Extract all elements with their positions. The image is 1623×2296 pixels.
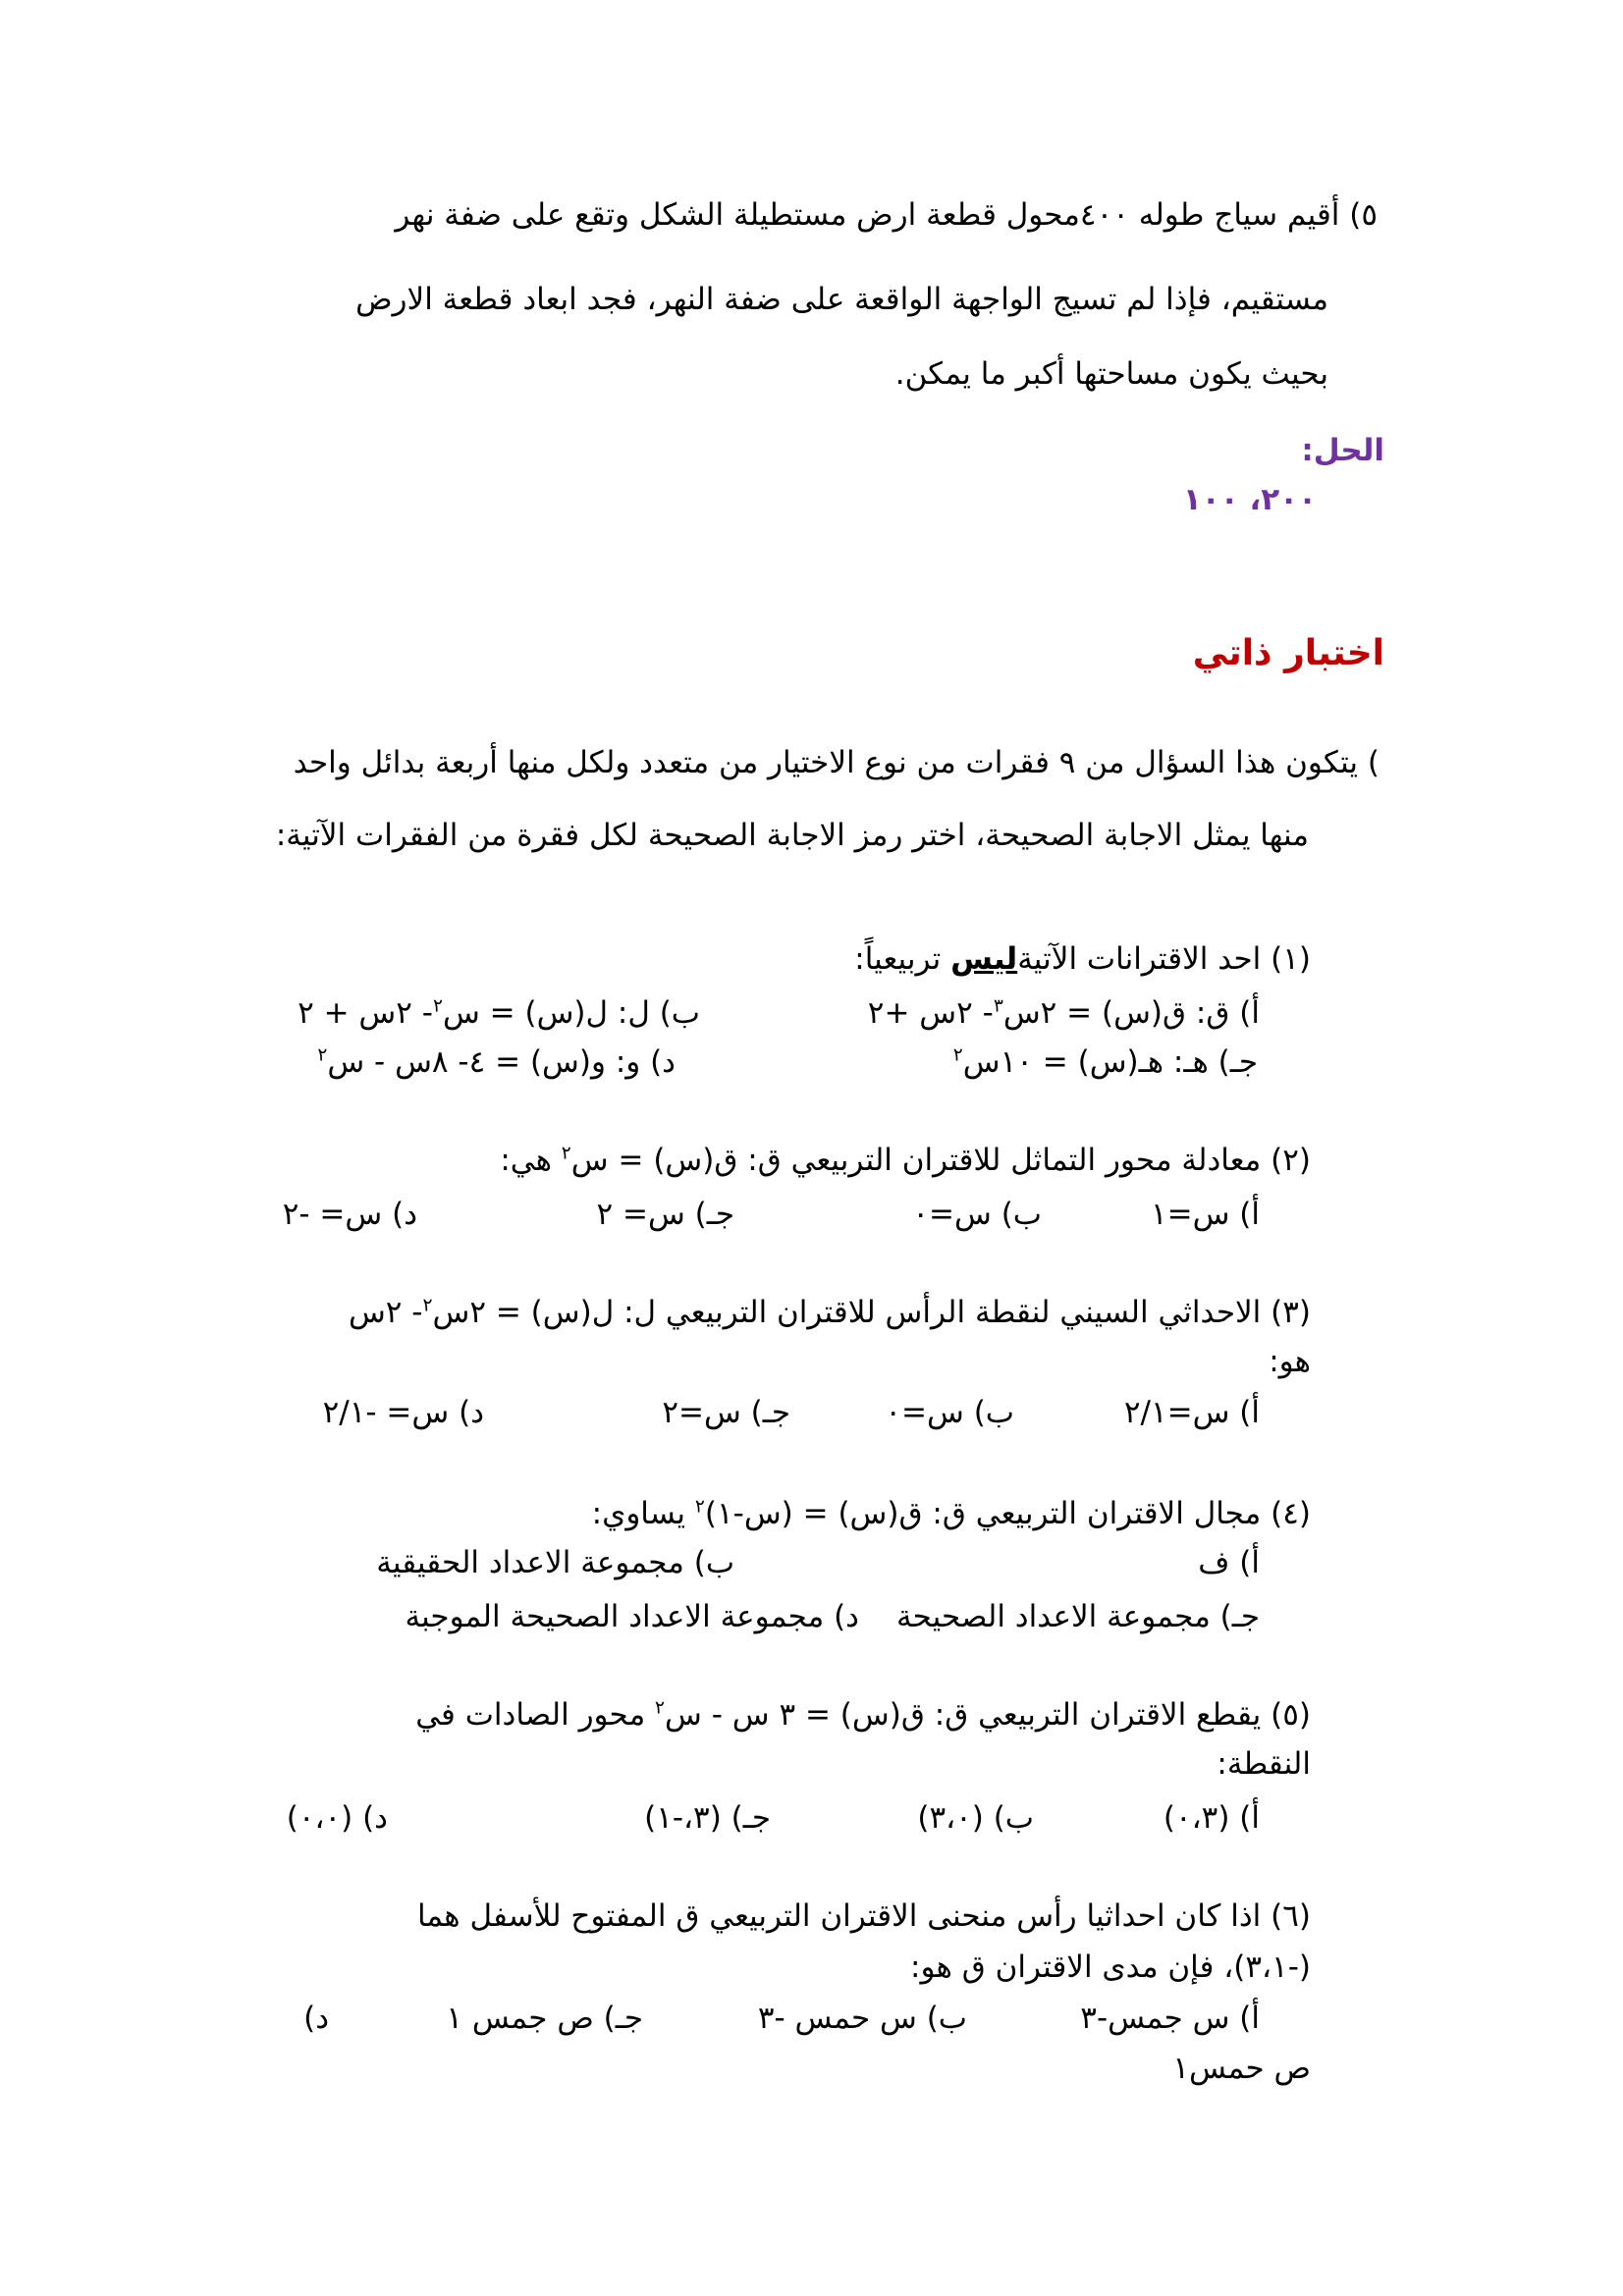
q3-stem: [349, 1294, 1311, 1332]
q1-stem: [854, 940, 1311, 979]
q1-option-d-exponent: ٢: [317, 1044, 328, 1066]
q1-stem-end: تربيعياً:: [854, 941, 951, 977]
q4-stem-exponent: ٢: [694, 1496, 705, 1518]
q1-option-a-exponent: ٣: [993, 995, 1003, 1017]
q6-stem-line-2: (-٣،١)، فإن مدى الاقتران ق هو:: [910, 1949, 1311, 1985]
q4-stem: [592, 1495, 1311, 1533]
q1-option-b-exponent: ٢: [432, 995, 443, 1017]
problem-5-line-2: مستقيم، فإذا لم تسيج الواجهة الواقعة على ضفة النهر، فجد ابعاد قطعة الارض: [355, 282, 1328, 317]
q1-option-c: [953, 1043, 1258, 1082]
solution-value: ٢٠٠، ١٠٠: [1182, 482, 1317, 517]
q4-option-c: جـ) مجموعة الاعداد الصحيحة: [896, 1599, 1260, 1634]
q3-option-d: د) س= -٢/١: [322, 1395, 484, 1430]
q2-stem-text: (٢) معادلة محور التماثل للاقتران التربيعي ق: ق(س) = س: [570, 1143, 1311, 1178]
q1-option-c-exponent: ٢: [952, 1044, 963, 1066]
q5-stem-end: محور الصادات في: [415, 1697, 656, 1733]
q4-option-a: أ) ف: [1198, 1545, 1260, 1580]
q1-option-b: [298, 994, 700, 1033]
q6-option-a: أ) س جمس-٣: [1080, 2001, 1260, 2036]
q5-option-c: جـ) (٣،-١): [644, 1800, 771, 1836]
q5-stem-exponent: ٢: [655, 1697, 666, 1719]
q2-stem: [500, 1142, 1311, 1180]
q4-stem-text: (٤) مجال الاقتران التربيعي ق: ق(س) = (س-١): [704, 1496, 1311, 1531]
problem-5-line-1: ٥) أقيم سياج طوله ٤٠٠محول قطعة ارض مستطيلة الشكل وتقع على ضفة نهر: [395, 197, 1378, 233]
q4-option-b: ب) مجموعة الاعداد الحقيقية: [376, 1545, 734, 1580]
q2-option-c: جـ) س= ٢: [596, 1197, 734, 1232]
q2-option-d: د) س= -٢: [282, 1197, 417, 1232]
q3-option-a: أ) س=٢/١: [1123, 1395, 1260, 1430]
q3-option-b: ب) س=٠: [885, 1395, 1014, 1430]
q1-stem-underlined: ليس: [950, 941, 1018, 977]
q1-option-a: [868, 994, 1260, 1033]
q1-option-d-text: د) و: و(س) = ٤- ٨س - س: [327, 1044, 676, 1080]
q5-stem: [415, 1696, 1311, 1735]
q6-stem: (٦) اذا كان احداثيا رأس منحنى الاقتران التربيعي ق المفتوح للأسفل هما: [416, 1898, 1311, 1934]
self-test-title: اختبار ذاتي: [1192, 633, 1384, 673]
q5-option-b: ب) (٣،٠): [917, 1800, 1034, 1836]
q5-option-a: أ) (٠،٣): [1163, 1800, 1260, 1836]
q5-option-d: د) (٠،٠): [286, 1800, 388, 1836]
q2-stem-end: هي:: [500, 1143, 562, 1178]
q3-stem-text: (٣) الاحداثي السيني لنقطة الرأس للاقتران التربيعي ل: ل(س) = ٢س: [432, 1295, 1311, 1330]
problem-5-line-3: بحيث يكون مساحتها أكبر ما يمكن.: [894, 356, 1328, 392]
q1-option-b-rest: - ٢س + ٢: [298, 995, 433, 1031]
q2-option-a: أ) س=١: [1150, 1197, 1260, 1232]
q3-stem-line-2: هو:: [1269, 1344, 1311, 1379]
q2-stem-exponent: ٢: [561, 1143, 571, 1164]
self-test-intro-line-2: منها يمثل الاجابة الصحيحة، اختر رمز الاجابة الصحيحة لكل فقرة من الفقرات الآتية:: [275, 818, 1309, 853]
q6-option-d: د): [303, 2001, 329, 2036]
q3-option-c: جـ) س=٢: [662, 1395, 790, 1430]
q3-stem-end: - ٢س: [348, 1295, 423, 1330]
q4-stem-end: يساوي:: [591, 1496, 695, 1531]
q1-option-b-text: ب) ل: ل(س) = س: [442, 995, 700, 1031]
q6-option-d-line-2: ص حمس١: [1172, 2051, 1311, 2086]
q3-stem-exponent: ٢: [422, 1295, 433, 1316]
q5-stem-text: (٥) يقطع الاقتران التربيعي ق: ق(س) = ٣ س - س: [665, 1697, 1311, 1733]
q1-option-a-rest: - ٢س +٢: [867, 995, 994, 1031]
q6-option-b: ب) س حمس -٣: [757, 2001, 967, 2036]
q4-option-d: د) مجموعة الاعداد الصحيحة الموجبة: [405, 1599, 859, 1634]
q1-option-c-text: جـ) هـ: هـ(س) = ١٠س: [962, 1044, 1258, 1080]
q5-stem-line-2: النقطة:: [1217, 1746, 1311, 1782]
q2-option-b: ب) س=٠: [912, 1197, 1042, 1232]
solution-label: الحل:: [1301, 433, 1384, 468]
q1-stem-text: (١) احد الاقترانات الآتية: [1017, 941, 1311, 977]
q1-option-a-text: أ) ق: ق(س) = ٢س: [1002, 995, 1260, 1031]
q6-option-c: جـ) ص جمس ١: [446, 2001, 643, 2036]
q1-option-d: [317, 1043, 676, 1082]
self-test-intro-line-1: ) يتكون هذا السؤال من ٩ فقرات من نوع الاختيار من متعدد ولكل منها أربعة بدائل واحد: [293, 745, 1380, 780]
